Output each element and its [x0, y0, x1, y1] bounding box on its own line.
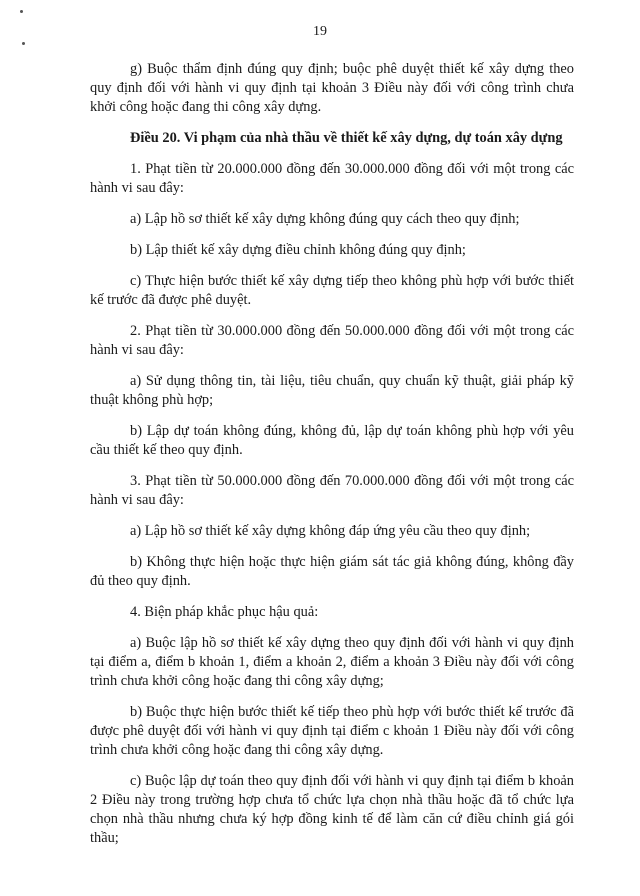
paragraph: 1. Phạt tiền từ 20.000.000 đồng đến 30.000.000 đồng đối với một trong các hành vi sau đây: [90, 161, 574, 196]
paragraph: a) Lập hồ sơ thiết kế xây dựng không đúng quy cách theo quy định; [130, 211, 520, 227]
document-body [90, 60, 574, 860]
paragraph: c) Buộc lập dự toán theo quy định đối với hành vi quy định tại điểm b khoản 2 Điều này trong trường hợp chưa tổ chức lựa chọn nhà thầu hoặc đã tổ chức lựa chọn nhà thầu nhưng chưa ký hợp đồng kinh tế để làm căn cứ điều chỉnh giá gói thầu; [90, 773, 574, 846]
paragraph: a) Sử dụng thông tin, tài liệu, tiêu chuẩn, quy chuẩn kỹ thuật, giải pháp kỹ thuật không phù hợp; [90, 373, 574, 408]
paragraph: b) Lập thiết kế xây dựng điều chỉnh không đúng quy định; [130, 242, 466, 258]
paragraph: 3. Phạt tiền từ 50.000.000 đồng đến 70.000.000 đồng đối với một trong các hành vi sau đây: [90, 473, 574, 508]
page-number: 19 [313, 24, 327, 39]
article-heading: Điều 20. Vi phạm của nhà thầu về thiết kế xây dựng, dự toán xây dựng [130, 130, 563, 146]
paragraph: g) Buộc thẩm định đúng quy định; buộc phê duyệt thiết kế xây dựng theo quy định đối với hành vi quy định tại khoản 3 Điều này đối với công trình chưa khởi công hoặc đang thi công xây dựng. [90, 61, 574, 115]
paragraph: b) Không thực hiện hoặc thực hiện giám sát tác giả không đúng, không đầy đủ theo quy định. [90, 554, 574, 589]
paragraph: b) Lập dự toán không đúng, không đủ, lập dự toán không phù hợp với yêu cầu thiết kế theo quy định. [90, 423, 574, 458]
paragraph: a) Lập hồ sơ thiết kế xây dựng không đáp ứng yêu cầu theo quy định; [130, 523, 531, 539]
scan-speck [22, 42, 25, 45]
paragraph: 4. Biện pháp khắc phục hậu quả: [130, 604, 319, 620]
paragraph: a) Buộc lập hồ sơ thiết kế xây dựng theo quy định đối với hành vi quy định tại điểm a, điểm b khoản 1, điểm a khoản 2, điểm a khoản 3 Điều này đối với công trình chưa khởi công hoặc đang thi công xây dựng; [90, 635, 574, 689]
scan-speck [20, 10, 23, 13]
paragraph: b) Buộc thực hiện bước thiết kế tiếp theo phù hợp với bước thiết kế trước đã được phê duyệt đối với hành vi quy định tại điểm c khoản 1 Điều này đối với công trình chưa khởi công hoặc đang thi công xây dựng. [90, 704, 574, 758]
paragraph: c) Thực hiện bước thiết kế xây dựng tiếp theo không phù hợp với bước thiết kế trước đã được phê duyệt. [90, 273, 574, 308]
paragraph: 2. Phạt tiền từ 30.000.000 đồng đến 50.000.000 đồng đối với một trong các hành vi sau đây: [90, 323, 574, 358]
